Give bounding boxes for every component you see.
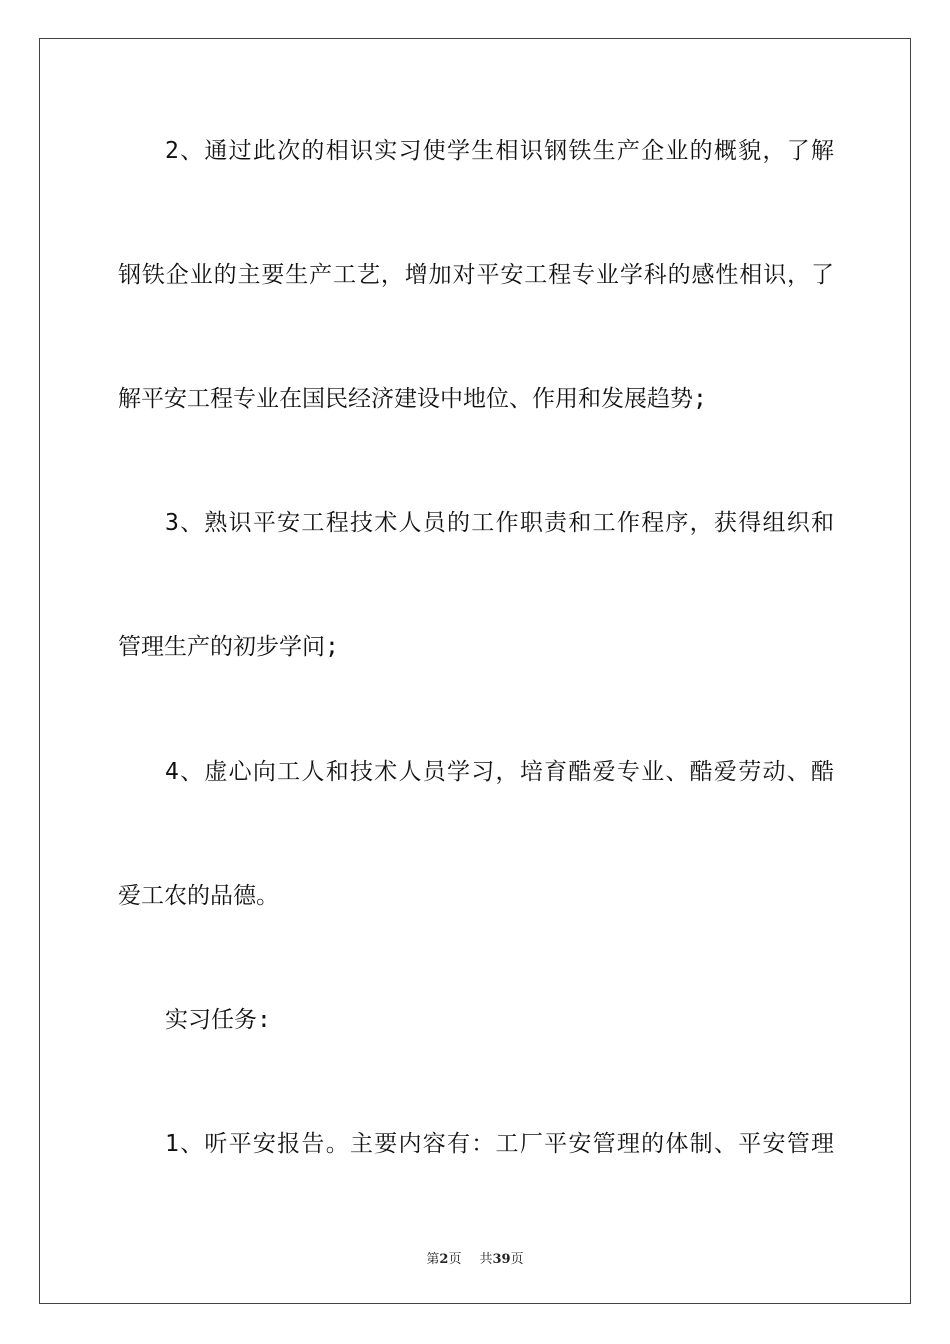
paragraph-line: 3、熟识平安工程技术人员的工作职责和工作程序，获得组织和 [165, 510, 834, 536]
page-number: 2 [439, 1252, 449, 1267]
paragraph-line: 钢铁企业的主要生产工艺，增加对平安工程专业学科的感性相识，了 [118, 262, 834, 288]
page-prefix: 第 [426, 1252, 440, 1267]
page-suffix: 页 [448, 1252, 462, 1267]
paragraph-line: 4、虚心向工人和技术人员学习，培育酷爱专业、酷爱劳动、酷 [165, 759, 834, 785]
section-heading: 实习任务: [165, 1007, 271, 1033]
total-suffix: 页 [510, 1252, 524, 1267]
page-border [39, 38, 911, 1304]
total-prefix: 共 [479, 1252, 493, 1267]
paragraph-line: 1、听平安报告。主要内容有：工厂平安管理的体制、平安管理 [165, 1131, 834, 1157]
paragraph-line: 爱工农的品德。 [118, 883, 279, 909]
paragraph-line: 解平安工程专业在国民经济建设中地位、作用和发展趋势; [118, 386, 707, 412]
paragraph-line: 2、通过此次的相识实习使学生相识钢铁生产企业的概貌，了解 [165, 138, 834, 164]
total-pages: 39 [492, 1252, 511, 1267]
page-footer [0, 1248, 950, 1267]
paragraph-line: 管理生产的初步学问; [118, 634, 339, 660]
